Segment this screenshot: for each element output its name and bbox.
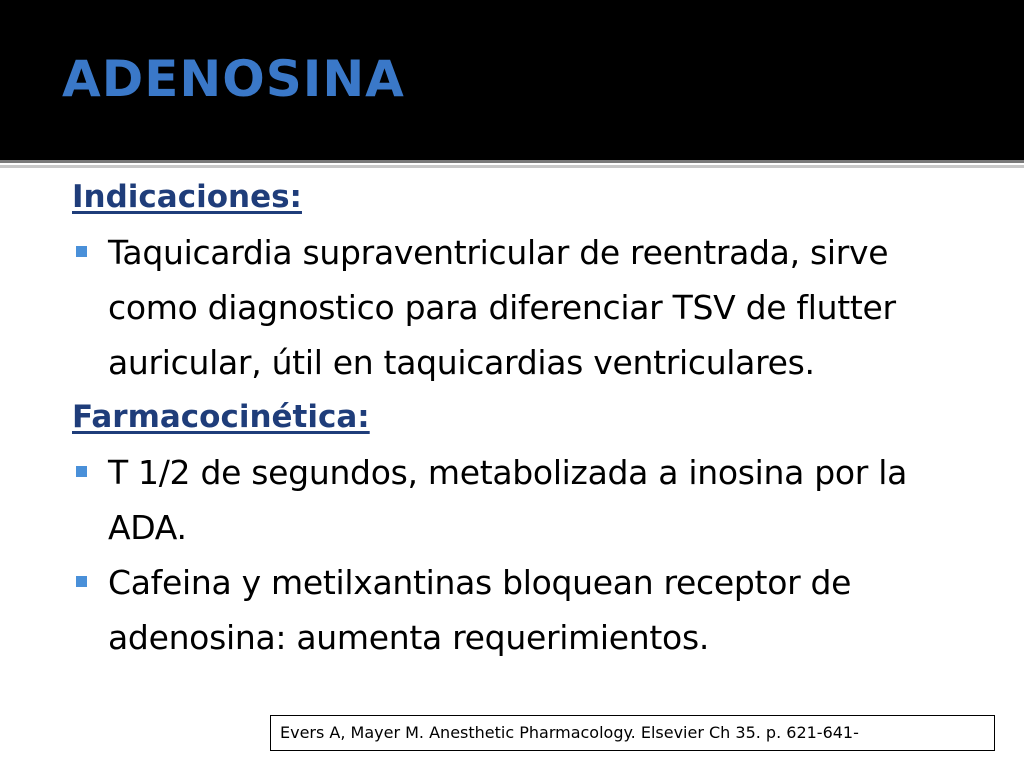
bullet-item bbox=[72, 225, 972, 390]
bullet-list-farmacocinetica bbox=[72, 445, 972, 665]
bullet-text: T 1/2 de segundos, metabolizada a inosina por la ADA. bbox=[108, 453, 908, 547]
bullet-text: Cafeina y metilxantinas bloquean receptor de adenosina: aumenta requerimientos. bbox=[108, 563, 852, 657]
slide-title: ADENOSINA bbox=[62, 50, 405, 108]
title-bar bbox=[0, 0, 1024, 160]
bullet-item bbox=[72, 445, 972, 555]
square-bullet-icon bbox=[76, 466, 87, 477]
section-heading-farmacocinetica: Farmacocinética: bbox=[72, 399, 370, 435]
square-bullet-icon bbox=[76, 576, 87, 587]
bullet-list-indicaciones bbox=[72, 225, 972, 390]
bullet-text: Taquicardia supraventricular de reentrada, sirve como diagnostico para diferenciar TSV de flutter auricular, útil en taquicardias ventriculares. bbox=[108, 233, 896, 382]
square-bullet-icon bbox=[76, 246, 87, 257]
title-divider-dark bbox=[0, 160, 1024, 163]
slide-content bbox=[72, 170, 972, 665]
title-divider-light bbox=[0, 165, 1024, 168]
section-heading-indicaciones: Indicaciones: bbox=[72, 179, 302, 215]
citation-box: Evers A, Mayer M. Anesthetic Pharmacology. Elsevier Ch 35. p. 621-641- bbox=[270, 715, 995, 751]
bullet-item bbox=[72, 555, 972, 665]
